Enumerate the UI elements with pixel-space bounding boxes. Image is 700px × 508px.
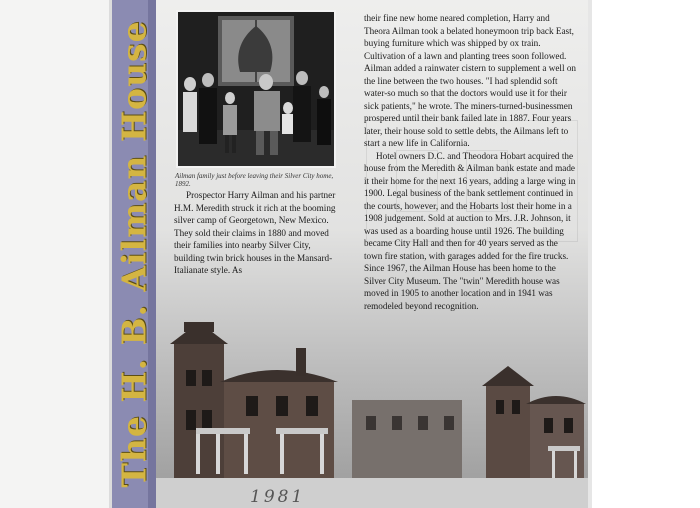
page-title: The H. B. Ailman House bbox=[114, 20, 154, 488]
photo-caption: Ailman family just before leaving their Silver City home, 1892. bbox=[175, 172, 334, 188]
middle-building bbox=[352, 400, 462, 490]
family-photo-illustration bbox=[178, 12, 334, 166]
right-house bbox=[482, 366, 586, 494]
paragraph: Hotel owners D.C. and Theodora Hobart acquired the house from the Meredith & Ailman bank estate and made it their home for the next 16 years, adding a large wing in 1900. Legal business of the bank settlement continued in the courts, however, and the Hobarts lost their home in a 1908 judgement. Sold at auction to Mrs. J.R. Johnson, it was used as a boarding house until 1926. The building became City Hall and then for 40 years served as the town fire station, with garages added for the fire trucks. Since 1967, the Ailman House has been home to the Silver City Museum. The "twin" Meredith house was moved in 1905 to another location and in 1941 was remodeled beyond recognition. bbox=[364, 150, 576, 311]
body-text-right-column bbox=[364, 12, 576, 312]
right-page-margin bbox=[588, 0, 700, 508]
title-band bbox=[112, 0, 156, 508]
body-text-left-column bbox=[174, 189, 342, 277]
paragraph: Prospector Harry Ailman and his partner H.M. Meredith struck it rich at the booming silver camp of Georgetown, New Mexico. They sold their claims in 1880 and moved their families into nearby Silver City, building twin brick houses in the Mansard-Italianate style. As bbox=[174, 190, 336, 275]
paragraph: their fine new home neared completion, Harry and Theora Ailman took a belated honeymoon trip back East, buying furniture which was shipped by ox train. Cultivation of a lawn and planting trees soon followed. Ailman added a rainwater cistern to supplement a well on the line between the two houses. "I had splendid soft water-so much so that the doctors would use it for their sick patients," he wrote. The miners-turned-businessmen prospered until their bank failed late in 1887. Four years later, their house sold to settle debts, the Ailmans left to start a new life in California. bbox=[364, 13, 577, 148]
ailman-house-photo bbox=[156, 300, 588, 508]
left-page-margin bbox=[0, 0, 112, 508]
family-photo bbox=[176, 10, 336, 168]
handwritten-note: 1981 bbox=[250, 487, 306, 507]
left-house bbox=[170, 322, 338, 494]
ground-area bbox=[156, 478, 588, 508]
